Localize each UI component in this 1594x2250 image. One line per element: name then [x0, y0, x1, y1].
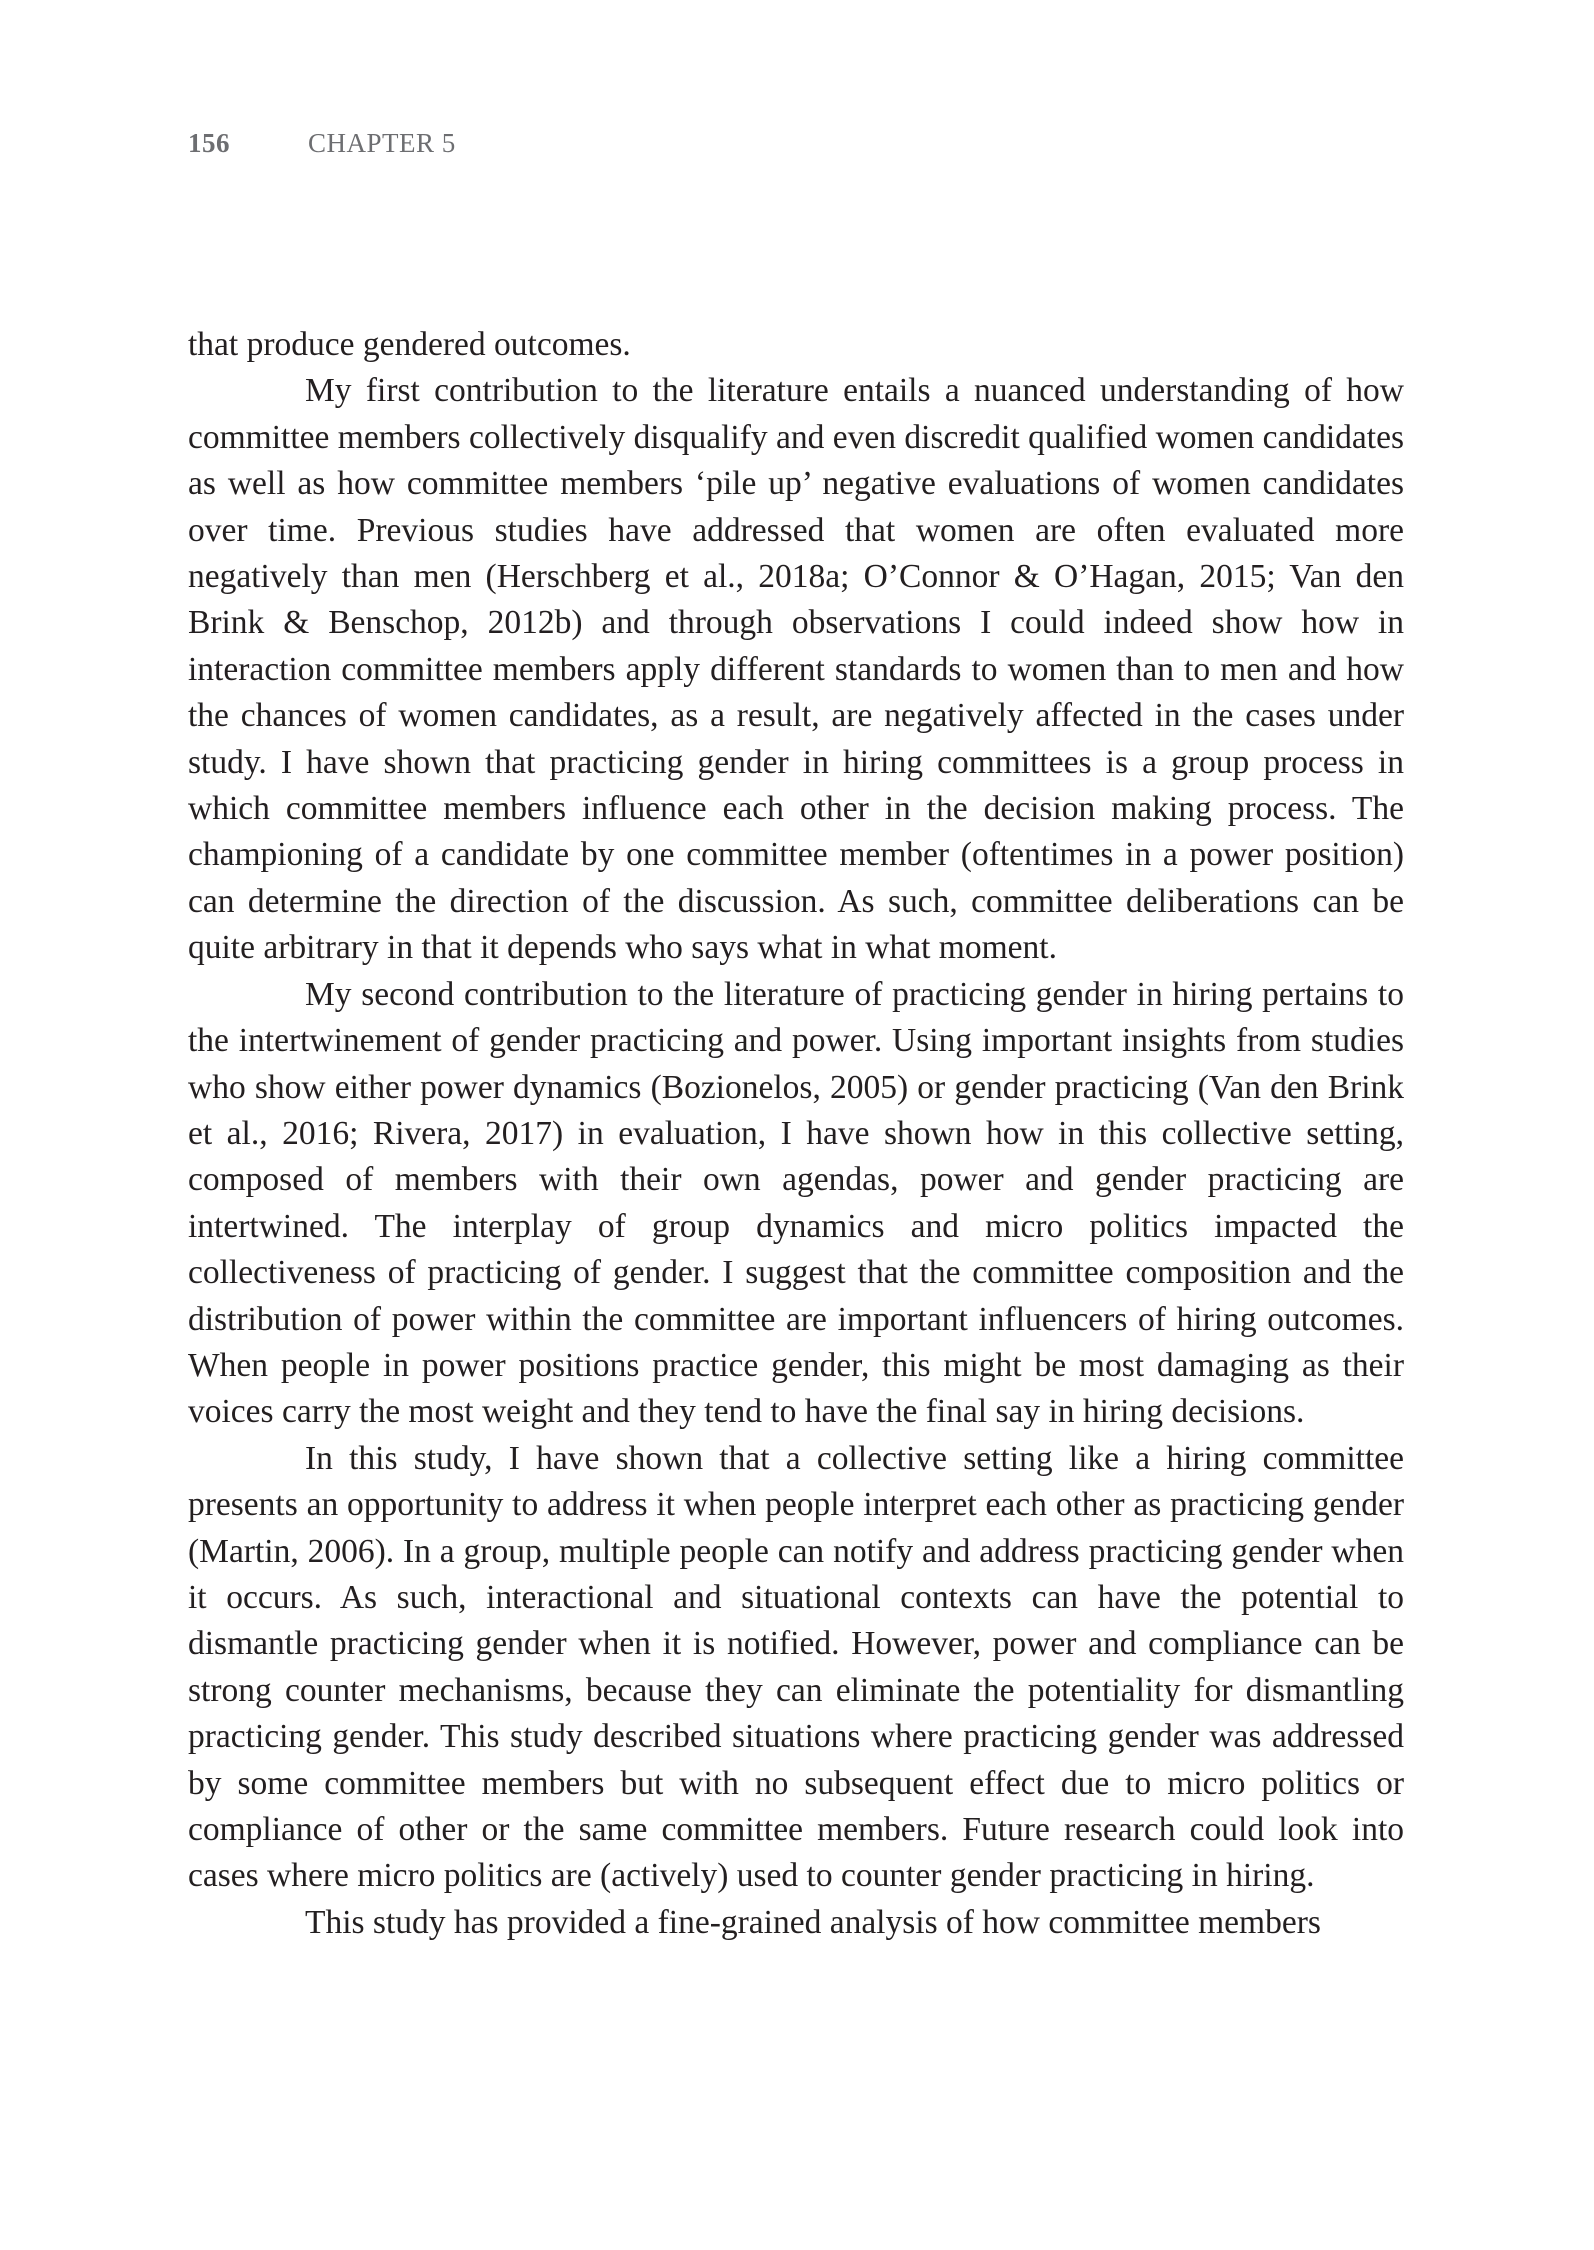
paragraph-first-contribution: My first contribution to the literature entails a nuanced understanding of how committee members collectively disqualify and even discredit qualified women candidates as well as how committee members ‘pile up’ negative evaluations of women candidates over time. Previous studies have addressed that women are often evaluated more negatively than men (Herschberg et al., 2018a; O’Connor & O’Hagan, 2015; Van den Brink & Benschop, 2012b) and through observations I could indeed show how in interaction committee members apply different standards to women than to men and how the chances of women candidates, as a result, are negatively affected in the cases under study. I have shown that practicing gender in hiring committees is a group process in which committee members influence each other in the decision making process. The championing of a candidate by one committee member (oftentimes in a power position) can determine the direction of the discussion. As such, committee deliberations can be quite arbitrary in that it depends who says what in what moment. [188, 372, 1404, 967]
paragraph-second-contribution: My second contribution to the literature of practicing gender in hiring pertains to the intertwinement of gender practicing and power. Using important insights from studies who show either power dynamics (Bozionelos, 2005) or gender practicing (Van den Brink et al., 2016; Rivera, 2017) in evaluation, I have shown how in this collective setting, composed of members with their own agendas, power and gender practicing are intertwined. The interplay of group dynamics and micro politics impacted the collectiveness of practicing of gender. I suggest that the committee composition and the distribution of power within the committee are important influencers of hiring outcomes. When people in power positions practice gender, this might be most damaging as their voices carry the most weight and they tend to have the final say in hiring decisions. [188, 975, 1404, 1431]
page-number: 156 [188, 128, 230, 158]
running-head [188, 128, 456, 159]
chapter-label: CHAPTER 5 [308, 128, 456, 158]
body-text [188, 322, 1404, 1946]
paragraph-collective-setting: In this study, I have shown that a collective setting like a hiring committee presents an opportunity to address it when people interpret each other as practicing gender (Martin, 2006). In a group, multiple people can notify and address practicing gender when it occurs. As such, interactional and situational contexts can have the potential to dismantle practicing gender when it is notified. However, power and compliance can be strong counter mechanisms, because they can eliminate the potentiality for dismantling practicing gender. This study described situations where practicing gender was addressed by some committee members but with no subsequent effect due to micro politics or compliance of other or the same committee members. Future research could look into cases where micro politics are (actively) used to counter gender practicing in hiring. [188, 1439, 1404, 1895]
paragraph-fine-grained-analysis: This study has provided a fine-grained analysis of how committee members [305, 1903, 1321, 1941]
paragraph-continuation: that produce gendered outcomes. [188, 326, 631, 363]
